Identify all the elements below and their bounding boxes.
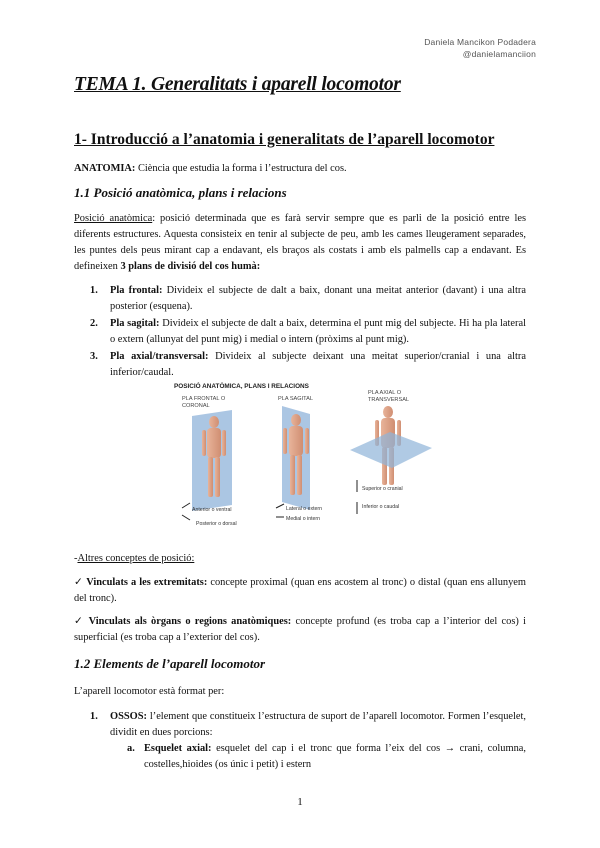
check-icon: ✓ (74, 577, 84, 588)
author-handle: @danielamanciion (462, 49, 536, 59)
label-axial-2: TRANSVERSAL (368, 397, 410, 403)
label-anterior: Anterior o ventral (192, 507, 232, 513)
plane-number: 2. (90, 318, 98, 329)
subsection-heading-1-2: 1.2 Elements de l’aparell locomotor (74, 656, 266, 671)
posicio-bold: 3 plans de divisió del cos humà: (120, 261, 261, 272)
altres-conceptes-heading (74, 551, 194, 567)
label-superior: Superior o cranial (362, 486, 403, 492)
ossos-text-wrap (110, 709, 526, 741)
ossos-text: l’element que constitueix l’estructura de suport de l’aparell locomotor. Formen l’esquelet, dividit en dues porcions: (110, 711, 526, 738)
label-axial-1: PLA AXIAL O (368, 390, 402, 396)
anatomia-text: Ciència que estudia la forma i l’estructura del cos. (135, 163, 347, 174)
posicio-term: Posició anatòmica (74, 213, 153, 224)
plane-text: Divideix el subjecte de dalt a baix, determina el punt mig del subjecte. Hi ha pla lateral o extern (allunyat del punt mig) i medial o intern (pròxims al punt mig). (110, 318, 526, 345)
author-name: Daniela Mancikon Podadera (424, 37, 536, 47)
axial-plane-shape (350, 432, 432, 468)
arrow-lateral (276, 504, 284, 508)
posicio-anatomica-paragraph (74, 211, 526, 275)
arrow-anterior (182, 503, 190, 508)
plane-number: 1. (90, 285, 98, 296)
sagittal-plane-illustration (276, 396, 322, 522)
document-title: TEMA 1. Generalitats i aparell locomotor (74, 74, 401, 95)
plane-item-axial (90, 349, 526, 381)
frontal-plane-illustration (182, 396, 237, 527)
arrow-posterior (182, 515, 190, 520)
plane-text-wrap (110, 316, 526, 348)
plane-term: Pla axial/transversal: (110, 351, 209, 362)
anatomia-definition (74, 161, 347, 177)
label-frontal-1: PLA FRONTAL O (182, 396, 226, 402)
altres-term: Vinculats a les extremitats: (86, 577, 208, 588)
esquelet-axial-item (127, 741, 526, 773)
anatomical-planes-figure (170, 380, 440, 530)
ossos-term: OSSOS: (110, 711, 147, 722)
plane-text-wrap (110, 283, 526, 315)
label-posterior: Posterior o dorsal (196, 521, 237, 527)
planes-list (90, 283, 526, 381)
esquelet-term: Esquelet axial: (144, 743, 212, 754)
plane-text: Divideix el subjecte de dalt a baix, donant una meitat anterior (davant) i una altra posterior (esquena). (110, 285, 526, 312)
altres-prefix: - (74, 553, 78, 564)
axial-plane-illustration (350, 390, 432, 514)
plane-item-sagital (90, 316, 526, 348)
aparell-intro: L’aparell locomotor està format per: (74, 686, 225, 697)
check-icon: ✓ (74, 616, 85, 627)
label-sagital: PLA SAGITAL (278, 396, 314, 402)
ossos-number: 1. (90, 711, 98, 722)
page-number: 1 (297, 796, 303, 808)
subsection-heading-1-1: 1.1 Posició anatòmica, plans i relacions (74, 185, 287, 200)
label-medial: Medial o intern (286, 516, 321, 522)
altres-item-organs (74, 614, 526, 646)
esquelet-text: esquelet del cap i el tronc que forma l’eix del cos → crani, columna, costelles,hioides (os únic i petit) i estern (144, 743, 526, 770)
figure-title: POSICIÓ ANATÒMICA, PLANS I RELACIONS (174, 383, 309, 390)
altres-text: concepte profund (es troba cap a l’interior del cos) i superficial (es troba cap a l’exterior del cos). (74, 616, 526, 643)
author-header (424, 36, 536, 60)
esquelet-text-wrap (144, 741, 526, 773)
altres-term: Vinculats als òrgans o regions anatòmiques: (88, 616, 292, 627)
label-frontal-2: CORONAL (182, 403, 210, 409)
plane-item-frontal (90, 283, 526, 315)
anatomia-term: ANATOMIA: (74, 163, 136, 174)
altres-item-extremitats (74, 575, 526, 607)
section-heading-1: 1- Introducció a l’anatomia i generalitats de l’aparell locomotor (74, 131, 495, 148)
label-lateral: Lateral o extern (286, 506, 323, 512)
posicio-text: : posició determinada que es farà servir sempre que es parli de la posició entre les diferents estructures. Aquesta consisteix en tenir al subjecte de peu, amb les cames lleugerament separades, les puntes dels peus mirant cap a endavant, els braços als costats i amb els palmells cap a endavant. Es defineixen (74, 213, 527, 272)
plane-number: 3. (90, 351, 98, 362)
altres-title: Altres conceptes de posició: (77, 553, 195, 564)
label-inferior: Inferior o caudal (362, 504, 400, 510)
plane-text-wrap (110, 349, 526, 381)
altres-text: concepte proximal (quan ens acostem al tronc) o distal (quan ens allunyem del tronc). (74, 577, 526, 604)
ossos-item (90, 709, 526, 741)
plane-term: Pla sagital: (110, 318, 160, 329)
plane-text: Divideix al subjecte deixant una meitat superior/cranial i una altra inferior/caudal. (110, 351, 527, 378)
esquelet-letter: a. (127, 743, 135, 754)
plane-term: Pla frontal: (110, 285, 163, 296)
